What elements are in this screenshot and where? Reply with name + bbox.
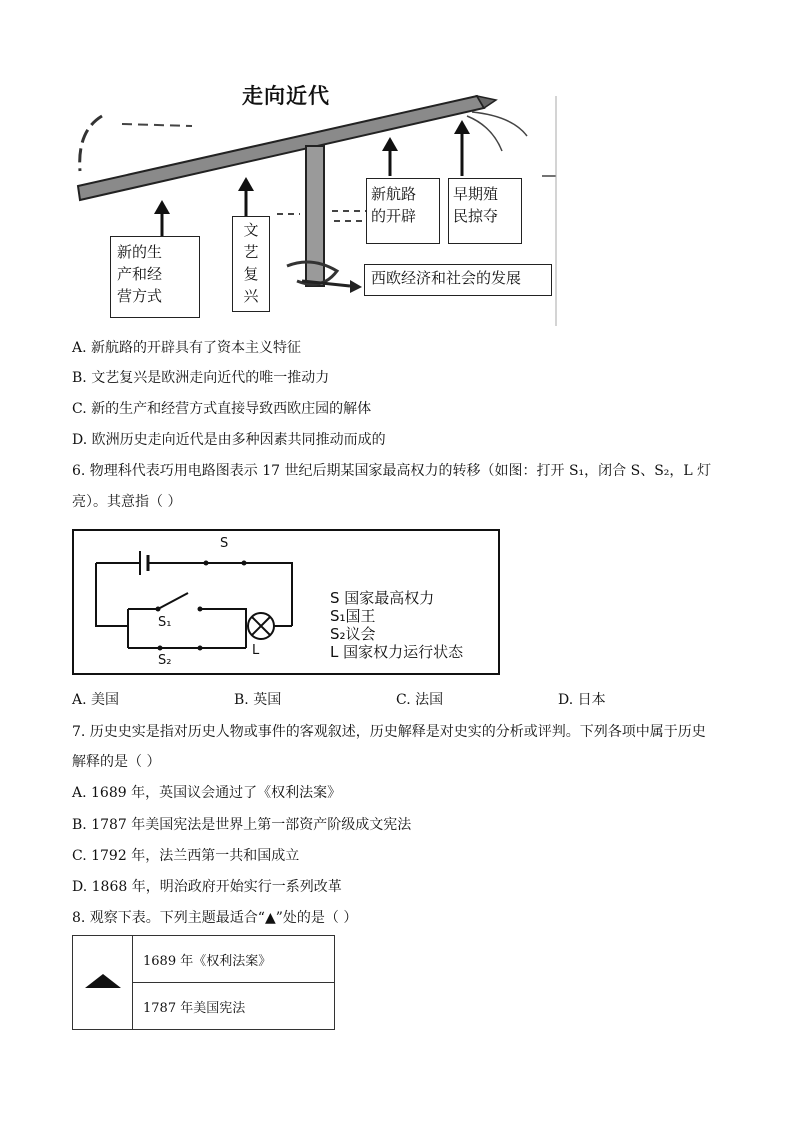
legend-s: S 国家最高权力: [330, 589, 435, 607]
q5-option-c: C. 新的生产和经营方式直接导致西欧庄园的解体: [72, 401, 372, 417]
q5-option-a: A. 新航路的开辟具有了资本主义特征: [72, 340, 302, 356]
circuit-label-s: S: [220, 536, 229, 551]
q6-stem-line2: 亮）。其意指（ ）: [72, 494, 182, 510]
box-new-routes: [366, 178, 440, 244]
box-development: [364, 264, 552, 296]
box-renaissance-char4: 兴: [243, 287, 259, 305]
q7-option-d: D. 1868 年，明治政府开始实行一系列改革: [72, 879, 342, 895]
q8-row1: 1689 年《权利法案》: [133, 936, 335, 983]
box-renaissance: [232, 216, 270, 312]
box-new-routes-line1: 新航路: [371, 185, 417, 203]
q5-option-d: D. 欧洲历史走向近代是由多种因素共同推动而成的: [72, 432, 386, 448]
legend-l: L 国家权力运行状态: [330, 643, 464, 661]
q5-option-b: B. 文艺复兴是欧洲走向近代的唯一推动力: [72, 370, 330, 386]
figure-title: 走向近代: [242, 84, 330, 108]
box-renaissance-char2: 艺: [243, 243, 259, 261]
box-colonial-line1: 早期殖: [453, 185, 499, 203]
box-new-production: [110, 236, 200, 318]
circuit-label-l: L: [252, 643, 260, 658]
box-renaissance-char1: 文: [243, 221, 259, 239]
q8-row2: 1787 年美国宪法: [133, 983, 335, 1030]
box-new-routes-line2: 的开辟: [371, 207, 417, 225]
circuit-figure: [72, 529, 500, 675]
q6-option-d: D. 日本: [558, 692, 606, 708]
box-development-label: 西欧经济和社会的发展: [371, 269, 522, 287]
q7-option-b: B. 1787 年美国宪法是世界上第一部资产阶级成文宪法: [72, 817, 412, 833]
box-new-production-line1: 新的生: [117, 243, 163, 261]
box-new-production-line2: 产和经: [117, 265, 163, 283]
box-renaissance-char3: 复: [243, 265, 259, 283]
q6-option-c: C. 法国: [396, 692, 444, 708]
q7-option-c: C. 1792 年，法兰西第一共和国成立: [72, 848, 300, 864]
triangle-cell: [73, 936, 133, 1030]
triangle-icon: [85, 973, 121, 989]
circuit-label-s2: S₂: [158, 653, 172, 668]
box-colonial-line2: 民掠夺: [453, 207, 499, 225]
q6-option-a: A. 美国: [72, 692, 120, 708]
q7-stem-line2: 解释的是（ ）: [72, 754, 161, 770]
q6-stem-line1: 6. 物理科代表巧用电路图表示 17 世纪后期某国家最高权力的转移（如图：打开 S₁，闭合 S、S₂，L 灯: [72, 463, 712, 479]
box-new-production-line3: 营方式: [117, 287, 163, 305]
circuit-label-s1: S₁: [158, 615, 172, 630]
q8-stem: 8. 观察下表。下列主题最适合“▲”处的是（ ）: [72, 910, 358, 926]
circuit-legend: [330, 589, 463, 661]
q8-table: [72, 935, 335, 1030]
legend-s2: S₂议会: [330, 625, 376, 643]
legend-s1: S₁国王: [330, 607, 376, 625]
q7-option-a: A. 1689 年，英国议会通过了《权利法案》: [72, 785, 342, 801]
q6-option-b: B. 英国: [234, 692, 282, 708]
figure-modernization: [72, 76, 558, 328]
q7-stem-line1: 7. 历史史实是指对历史人物或事件的客观叙述，历史解释是对史实的分析或评判。下列各项中属于历史: [72, 724, 706, 740]
box-colonial: [448, 178, 522, 244]
